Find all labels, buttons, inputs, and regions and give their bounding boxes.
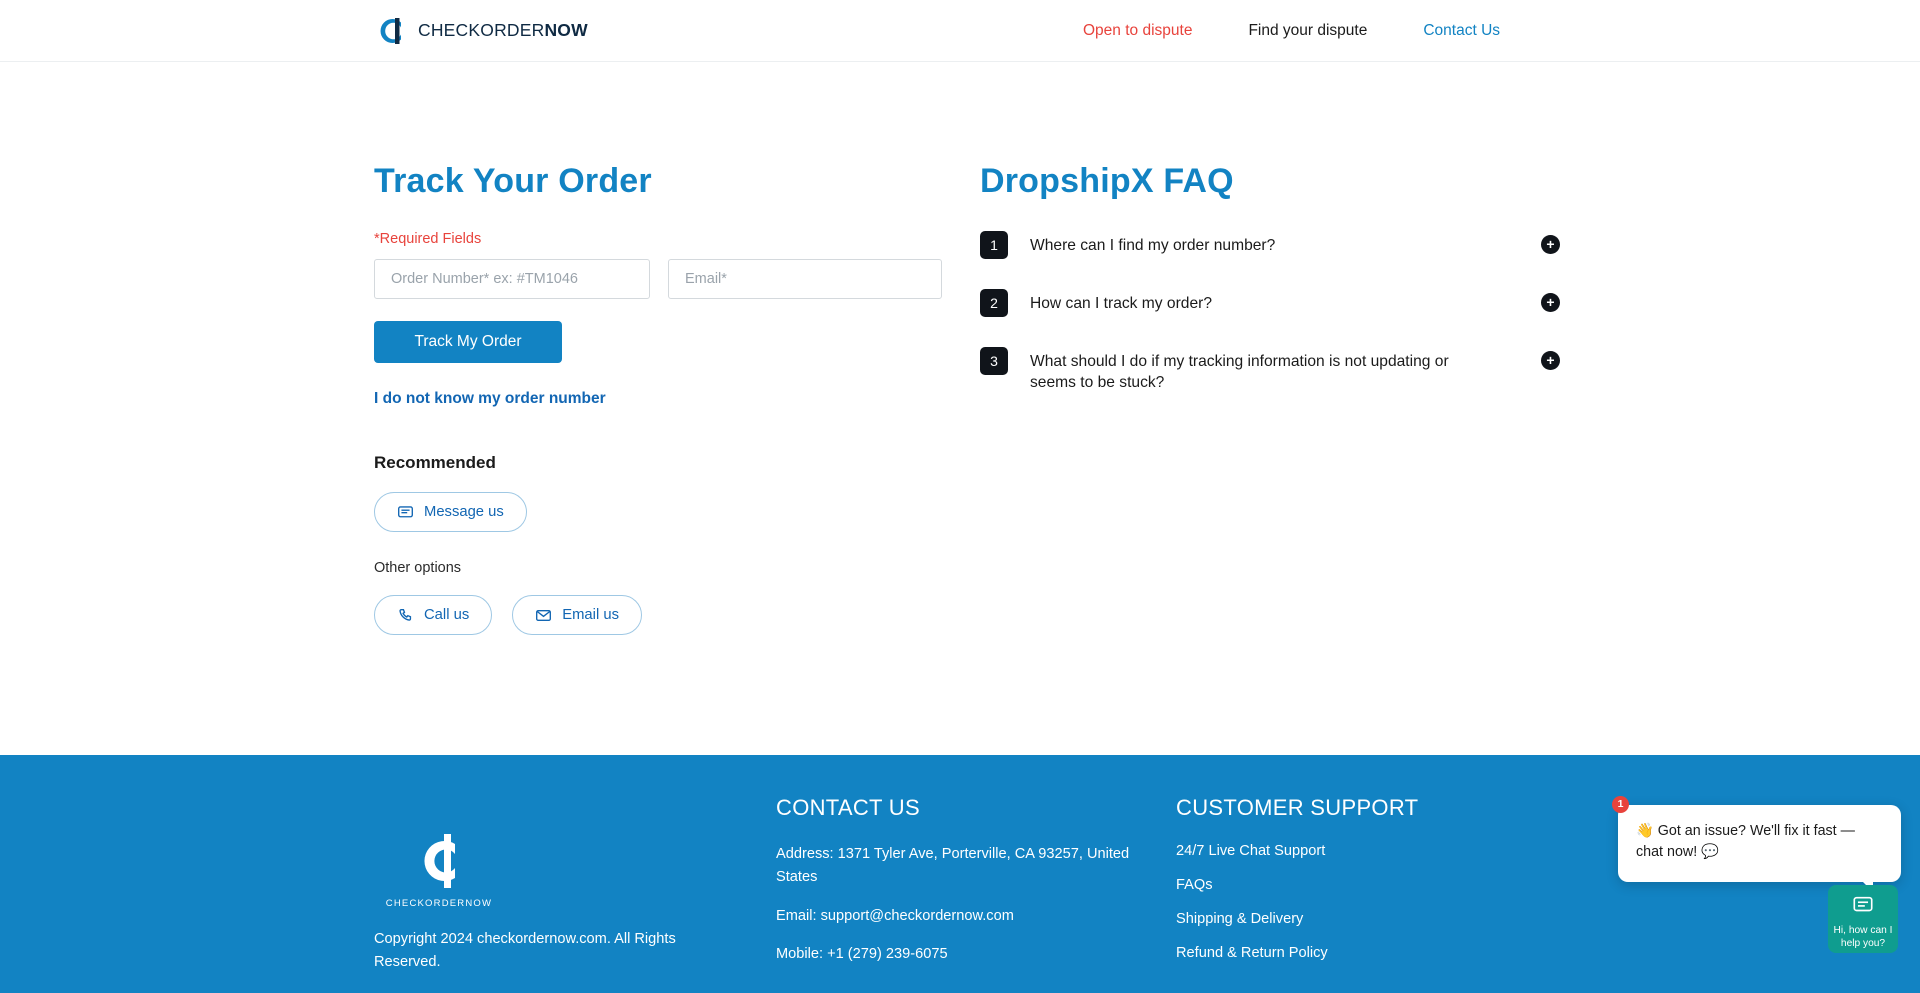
email-us-label: Email us [562,607,619,623]
message-us-label: Message us [424,504,504,520]
footer-link-shipping[interactable]: Shipping & Delivery [1176,911,1304,927]
faq-number: 3 [980,347,1008,375]
footer-email: Email: support@checkordernow.com [776,907,1014,924]
recommended-heading: Recommended [374,453,496,472]
faq-title: DropshipX FAQ [980,162,1234,200]
faq-question: What should I do if my tracking information is not updating or seems to be stuck? [1030,353,1449,392]
footer-link-faqs[interactable]: FAQs [1176,877,1213,893]
nav-find-your-dispute[interactable]: Find your dispute [1248,21,1368,39]
call-us-button[interactable] [374,595,492,635]
other-options-label: Other options [374,560,462,576]
order-number-input[interactable] [374,259,650,299]
nav-open-to-dispute[interactable]: Open to dispute [1083,21,1193,39]
faq-item[interactable] [980,289,1560,317]
footer-link-refund[interactable]: Refund & Return Policy [1176,945,1328,961]
call-us-label: Call us [424,607,470,623]
faq-item[interactable] [980,347,1560,393]
faq-question: Where can I find my order number? [1030,237,1276,254]
chat-launcher-icon [1852,894,1874,916]
footer-support-column [1176,795,1506,979]
logo-wordmark [418,20,588,41]
phone-icon [397,607,414,624]
required-fields-note [374,231,974,247]
required-asterisk: * [374,231,380,247]
chat-greeting-text: 👋 Got an issue? We'll fix it fast — chat now! 💬 [1636,823,1855,861]
footer-address: Address: 1371 Tyler Ave, Porterville, CA 93257, United States [776,846,1130,886]
main-navigation [1055,22,1528,40]
main-content [0,62,1920,754]
faq-number: 1 [980,231,1008,259]
chat-greeting-bubble[interactable] [1617,798,1901,882]
footer-contact-title: CONTACT US [776,795,920,820]
logo-c-icon [374,14,408,48]
footer-mobile: Mobile: +1 (279) 239-6075 [776,946,948,963]
footer-contact-column [776,795,1156,981]
envelope-icon [535,607,552,624]
required-label: Required Fields [379,231,482,247]
chat-unread-badge: 1 [1612,796,1629,813]
email-input[interactable] [668,259,942,299]
site-logo[interactable] [374,14,588,48]
faq-number: 2 [980,289,1008,317]
faq-expand-icon[interactable]: + [1541,293,1560,312]
logo-text-light: CHECKORDER [418,20,545,40]
chat-launcher-label: Hi, how can I help you? [1833,925,1893,949]
site-header [0,0,1920,62]
faq-panel [980,162,1580,423]
track-order-panel [374,162,974,635]
message-us-button[interactable] [374,492,527,532]
page-title: Track Your Order [374,162,652,200]
chat-message-icon [397,504,414,521]
footer-link-live-chat[interactable]: 24/7 Live Chat Support [1176,843,1326,859]
faq-expand-icon[interactable]: + [1541,235,1560,254]
footer-copyright: Copyright 2024 checkordernow.com. All Rights Reserved. [374,931,676,970]
footer-logo-name: CHECKORDERNOW [385,898,493,909]
track-inputs-row [374,259,974,299]
footer-logo [374,830,504,909]
other-options-buttons [374,576,974,635]
footer-logo-c-icon [409,830,469,892]
logo-text-bold: NOW [544,20,588,40]
email-us-button[interactable] [512,595,642,635]
faq-expand-icon[interactable]: + [1541,351,1560,370]
track-my-order-button[interactable]: Track My Order [374,321,562,363]
footer-support-title: CUSTOMER SUPPORT [1176,795,1419,820]
faq-question: How can I track my order? [1030,295,1212,312]
chat-launcher-button[interactable] [1828,885,1898,953]
faq-item[interactable] [980,231,1560,259]
nav-contact-us[interactable]: Contact Us [1423,21,1501,39]
unknown-order-number-link[interactable]: I do not know my order number [374,390,606,407]
